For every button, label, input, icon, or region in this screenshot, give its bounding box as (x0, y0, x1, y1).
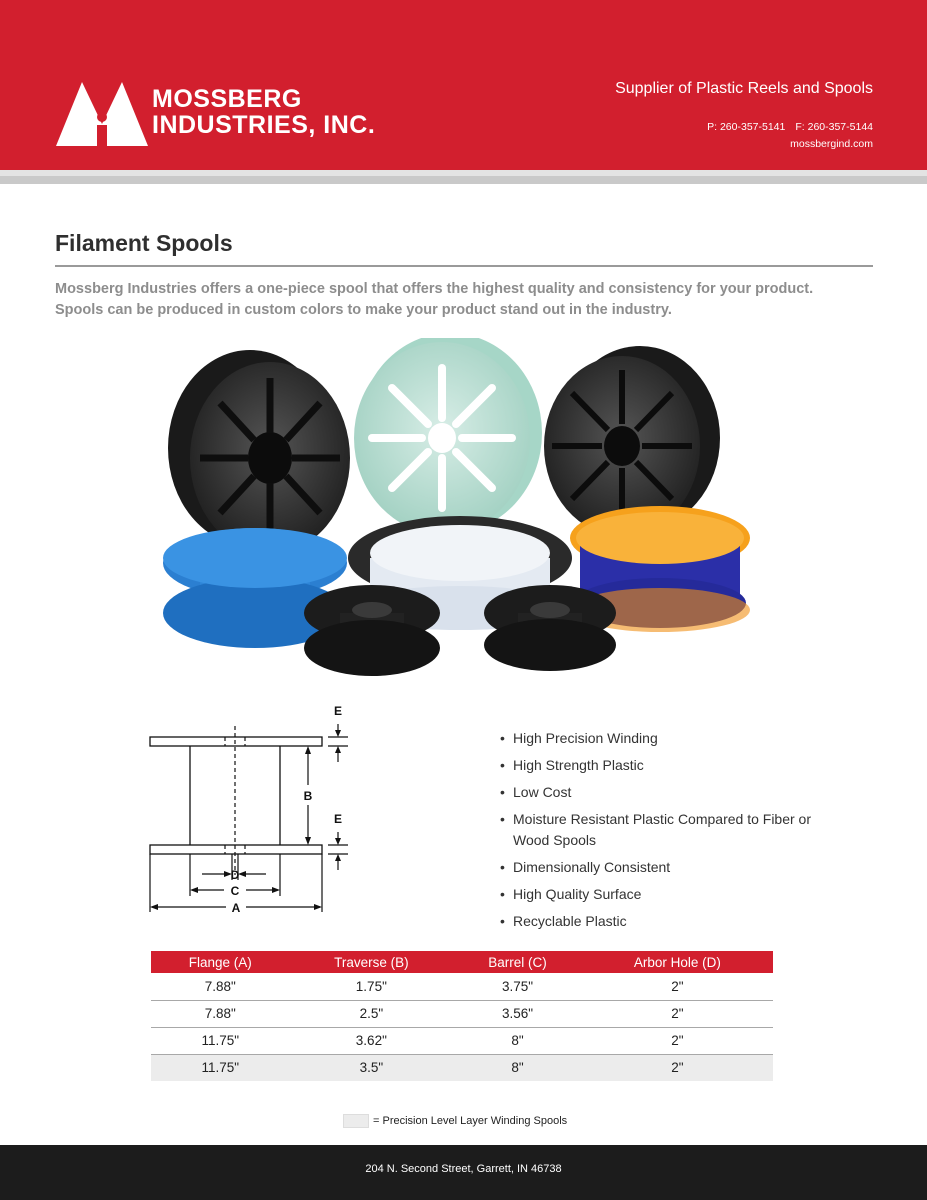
cell-barrel: 8" (453, 1027, 582, 1054)
specs-table (151, 951, 773, 1081)
fax-number: F: 260-357-5144 (795, 121, 873, 133)
dimension-a-label: A (231, 901, 241, 915)
header-banner (0, 0, 927, 170)
footer-address: 204 N. Second Street, Garrett, IN 46738 (0, 1145, 927, 1200)
table-row (151, 973, 773, 1000)
column-header-arbor-hole: Arbor Hole (D) (582, 951, 773, 973)
table-legend (343, 1114, 567, 1128)
spools-product-photo (160, 338, 760, 678)
header-divider-shadow (0, 176, 927, 184)
cell-arbor-hole: 2" (582, 1000, 773, 1027)
cell-flange: 11.75" (151, 1027, 289, 1054)
cell-barrel: 3.75" (453, 973, 582, 1000)
cell-traverse: 3.5" (289, 1054, 453, 1081)
feature-item: • Dimensionally Consistent (500, 857, 830, 878)
dimension-c-label: C (230, 884, 240, 898)
cell-arbor-hole: 2" (582, 1027, 773, 1054)
legend-swatch (343, 1114, 369, 1128)
company-name-line2: INDUSTRIES, INC. (152, 111, 376, 139)
dimension-b-label: B (303, 789, 313, 803)
cell-traverse: 1.75" (289, 973, 453, 1000)
cell-traverse: 2.5" (289, 1000, 453, 1027)
dimension-e-top-label: E (333, 704, 343, 718)
dimension-e-bottom-label: E (333, 812, 343, 826)
company-name-line1: MOSSBERG (152, 85, 302, 113)
column-header-barrel: Barrel (C) (453, 951, 582, 973)
company-name (152, 86, 375, 138)
title-divider (55, 265, 873, 267)
features-list (500, 728, 830, 938)
legend-text: = Precision Level Layer Winding Spools (373, 1115, 568, 1127)
phone-number: P: 260-357-5141 (707, 121, 786, 133)
table-row-precision (151, 1054, 773, 1081)
cell-flange: 11.75" (151, 1054, 289, 1081)
feature-item: • High Quality Surface (500, 884, 830, 905)
column-header-traverse: Traverse (B) (289, 951, 453, 973)
contact-info (707, 119, 873, 153)
mossberg-logo-icon (56, 74, 148, 148)
cell-flange: 7.88" (151, 1000, 289, 1027)
feature-item: • High Strength Plastic (500, 755, 830, 776)
cell-barrel: 8" (453, 1054, 582, 1081)
spool-dimension-diagram (140, 700, 370, 920)
dimension-d-label: D (230, 868, 240, 882)
feature-item: • Low Cost (500, 782, 830, 803)
column-header-flange: Flange (A) (151, 951, 289, 973)
page-title: Filament Spools (55, 230, 233, 256)
feature-item: • Moisture Resistant Plastic Compared to Fiber or Wood Spools (500, 809, 830, 851)
table-row (151, 1027, 773, 1054)
cell-traverse: 3.62" (289, 1027, 453, 1054)
feature-item: • Recyclable Plastic (500, 911, 830, 932)
feature-item: • High Precision Winding (500, 728, 830, 749)
cell-arbor-hole: 2" (582, 973, 773, 1000)
tagline: Supplier of Plastic Reels and Spools (615, 80, 873, 97)
table-header-row (151, 951, 773, 973)
intro-paragraph: Mossberg Industries offers a one-piece spool that offers the highest quality and consistency for your product. Spools can be produced in custom colors to make your product stand out in the industry. (55, 281, 814, 318)
website-link[interactable]: mossbergind.com (790, 138, 873, 150)
cell-barrel: 3.56" (453, 1000, 582, 1027)
cell-arbor-hole: 2" (582, 1054, 773, 1081)
table-row (151, 1000, 773, 1027)
cell-flange: 7.88" (151, 973, 289, 1000)
